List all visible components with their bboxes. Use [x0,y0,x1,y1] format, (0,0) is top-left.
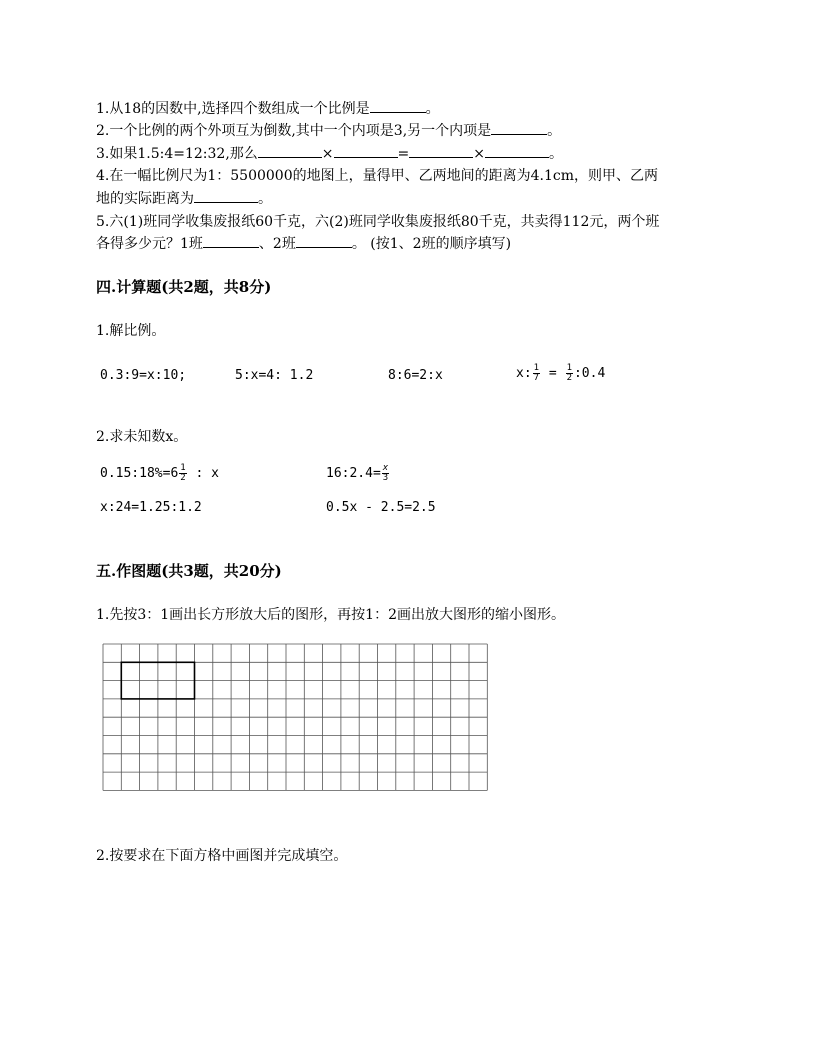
question-5-line-2: 各得多少元？1班 、2班 。 (按1、2班的顺序填写) [96,233,511,253]
answer-blank[interactable] [194,188,258,203]
question-4-line-1: 4.在一幅比例尺为1：5500000的地图上，量得甲、乙两地间的距离为4.1cm，则甲、乙两 [96,168,658,184]
section-5-heading: 五.作图题(共3题，共20分) [96,562,282,580]
fraction: $\frac{x}{3}$ [382,463,389,483]
section-5-q1: 1.先按3：1画出长方形放大后的图形，再按1：2画出放大图形的缩小图形。 [96,607,565,623]
answer-blank[interactable] [203,233,259,248]
equation: 5:x=4: 1.2 [235,368,314,383]
equation: 0.3:9=x:10; [100,368,187,383]
drawing-grid[interactable] [102,643,488,809]
question-5-line-1: 5.六(1)班同学收集废报纸60千克，六(2)班同学收集废报纸80千克，共卖得112元，两个班 [96,214,660,230]
answer-blank[interactable] [296,233,352,248]
fraction: $\frac{1}{2}$ [180,463,186,483]
answer-blank[interactable] [409,143,473,158]
equation: x:24=1.25:1.2 [100,500,202,515]
section-4-heading: 四.计算题(共2题，共8分) [96,278,272,296]
equation: x: $\frac{1}{7}$ = $\frac{1}{2}$ :0.4 [516,363,606,383]
grid-lines [102,643,488,805]
question-4-line-2: 地的实际距离为 。 [96,188,272,208]
equation: 16:2.4= $\frac{x}{3}$ [326,463,389,483]
question-3: 3.如果1.5:4=12:32,那么 × = × 。 [96,143,563,163]
equation: 0.5x - 2.5=2.5 [326,500,436,515]
answer-blank[interactable] [334,143,398,158]
answer-blank[interactable] [491,120,547,135]
answer-blank[interactable] [258,143,322,158]
section-4-q1-title: 1.解比例。 [96,323,166,339]
fraction: $\frac{1}{7}$ [533,363,540,383]
question-1: 1.从18的因数中,选择四个数组成一个比例是 。 [96,98,440,118]
fraction: $\frac{1}{2}$ [566,363,572,383]
section-4-q2-title: 2.求未知数x。 [96,429,188,445]
answer-blank[interactable] [485,143,549,158]
equation: 0.15:18%=6 $\frac{1}{2}$ : x [100,463,220,483]
section-5-q2: 2.按要求在下面方格中画图并完成填空。 [96,848,348,864]
equation: 8:6=2:x [388,368,443,383]
question-2: 2.一个比例的两个外项互为倒数,其中一个内项是3,另一个内项是 。 [96,120,561,140]
answer-blank[interactable] [370,98,426,113]
